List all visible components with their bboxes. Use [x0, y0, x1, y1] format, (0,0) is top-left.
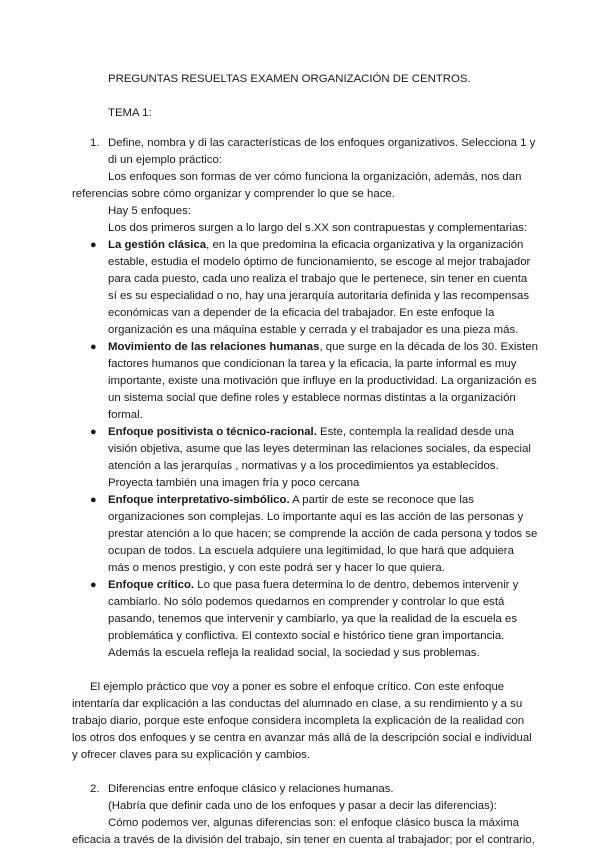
- example-text: trabajo diario, porque este enfoque considera incompleta la explicación de la realidad con: [72, 715, 525, 727]
- bullet-icon: ●: [90, 579, 97, 591]
- answer-text: eficacia a través de la división del trabajo, sin tener en cuenta al trabajador; por el contrario,: [72, 834, 535, 846]
- bullet-text: sí es su especialidad o no, hay una jerarquía autoritaria definida y las recompensas: [108, 290, 530, 302]
- bullet-text: cambiarlo. No sólo podemos quedarnos en comprender y controlar lo que está: [108, 596, 505, 608]
- bullet-heading: La gestión clásica: [108, 239, 207, 251]
- answer-text: Hay 5 enfoques:: [108, 205, 191, 217]
- list-item: [108, 577, 518, 595]
- bullet-text: estable, estudia el modelo óptimo de funcionamiento, se escoge al mejor trabajador: [108, 256, 531, 268]
- bullet-heading: Enfoque crítico.: [108, 579, 195, 591]
- bullet-icon: ●: [90, 426, 97, 438]
- question-text: Diferencias entre enfoque clásico y relaciones humanas.: [108, 783, 394, 795]
- question-number: 1.: [90, 137, 100, 149]
- bullet-text: Este, contempla la realidad desde una: [316, 426, 514, 438]
- question-text: (Habría que definir cada uno de los enfoques y pasar a decir las diferencias):: [108, 800, 497, 812]
- example-text: El ejemplo práctico que voy a poner es sobre el enfoque crítico. Con este enfoque: [90, 681, 505, 693]
- bullet-text: A partir de este se reconoce que las: [289, 494, 474, 506]
- bullet-icon: ●: [90, 494, 97, 506]
- bullet-text: , en la que predomina la eficacia organizativa y la organización: [206, 239, 524, 251]
- bullet-icon: ●: [90, 239, 97, 251]
- question-text: Define, nombra y di las características de los enfoques organizativos. Selecciona 1 y: [108, 137, 536, 149]
- bullet-heading: Enfoque interpretativo-simbólico.: [108, 494, 290, 506]
- bullet-text: importante, existe una motivación que influye en la productividad. La organización es: [108, 375, 537, 387]
- list-item: [108, 339, 538, 357]
- bullet-text: formal.: [108, 409, 143, 421]
- bullet-text: organización es una máquina estable y cerrada y el trabajador es una pieza más.: [108, 324, 519, 336]
- bullet-text: Lo que pasa fuera determina lo de dentro, debemos intervenir y: [194, 579, 519, 591]
- bullet-text: para cada puesto, cada uno realiza el trabajo que le pertenece, sin tener en cuenta: [108, 273, 528, 285]
- bullet-text: prestar atención a lo que hacen; se comprende la acción de cada persona y todos se: [108, 528, 538, 540]
- answer-text: Cómo podemos ver, algunas diferencias son: el enfoque clásico busca la máxima: [108, 817, 519, 829]
- bullet-text: un sistema social que define roles y establece normas distintas a la organización: [108, 392, 516, 404]
- bullet-text: visión objetiva, asume que las leyes determinan las relaciones sociales, da especial: [108, 443, 531, 455]
- bullet-text: factores humanos que condicionan la tarea y la eficacia, la parte informal es muy: [108, 358, 517, 370]
- document-title: PREGUNTAS RESUELTAS EXAMEN ORGANIZACIÓN DE CENTROS.: [108, 73, 471, 85]
- bullet-heading: Enfoque positivista o técnico-racional.: [108, 426, 317, 438]
- list-item: [108, 424, 514, 442]
- answer-text: Los dos primeros surgen a lo largo del s.XX son contrapuestas y complementarias:: [108, 222, 528, 234]
- example-text: intentaría dar explicación a las conductas del alumnado en clase, a su rendimiento y a su: [72, 698, 523, 710]
- bullet-text: , que surge en la década de los 30. Existen: [319, 341, 538, 353]
- bullet-text: Proyecta también una imagen fría y poco cercana: [108, 477, 360, 489]
- bullet-text: problemática y conflictiva. El contexto social e histórico tiene gran importancia.: [108, 630, 505, 642]
- bullet-text: ocupan de todos. La escuela adquiere una legitimidad, lo que hará que adquiera: [108, 545, 514, 557]
- bullet-icon: ●: [90, 341, 97, 353]
- example-text: los otros dos enfoques y se centra en avanzar más allá de la descripción social e individual: [72, 732, 532, 744]
- bullet-heading: Movimiento de las relaciones humanas: [108, 341, 320, 353]
- bullet-text: más o menos prestigio, y con este podrá ser y hacer lo que quiera.: [108, 562, 445, 574]
- bullet-text: económicas van a depender de la eficacia del trabajador. En este enfoque la: [108, 307, 495, 319]
- bullet-text: atención a las jerarquías , normativas y a los procedimientos ya establecidos.: [108, 460, 499, 472]
- section-heading: TEMA 1:: [108, 107, 152, 119]
- question-text: di un ejemplo práctico:: [108, 154, 222, 166]
- example-text: y ofrecer claves para su explicación y cambios.: [72, 749, 311, 761]
- bullet-text: pasando, tenemos que intervenir y cambiarlo, ya que la realidad de la escuela es: [108, 613, 518, 625]
- list-item: [108, 237, 523, 255]
- question-number: 2.: [90, 783, 100, 795]
- answer-text: referencias sobre cómo organizar y comprender lo que se hace.: [72, 188, 395, 200]
- answer-text: Los enfoques son formas de ver cómo funciona la organización, además, nos dan: [108, 171, 522, 183]
- bullet-text: organizaciones son complejas. Lo importante aquí es las acción de las personas y: [108, 511, 524, 523]
- bullet-text: Además la escuela refleja la realidad social, la sociedad y sus problemas.: [108, 647, 480, 659]
- list-item: [108, 492, 474, 510]
